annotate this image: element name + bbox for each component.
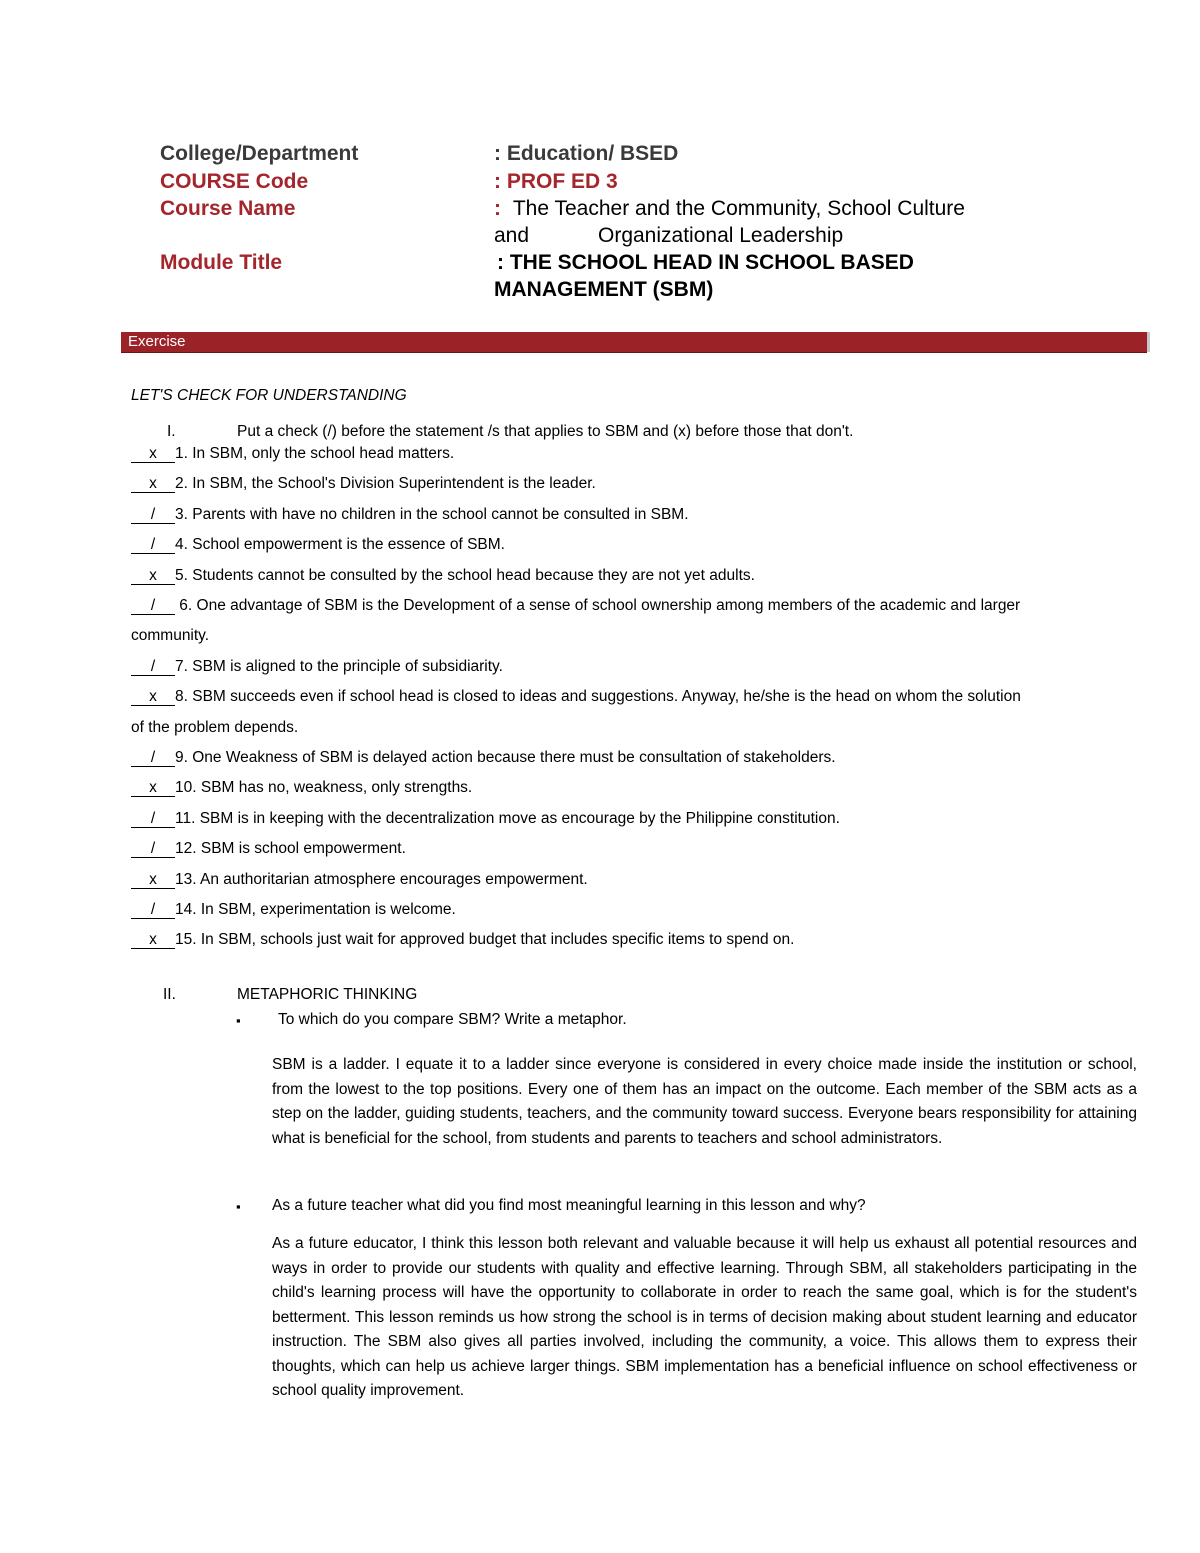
- item-statement: 5. Students cannot be consulted by the school head because they are not yet adults.: [175, 566, 755, 584]
- answer-1: SBM is a ladder. I equate it to a ladder since everyone is considered in every choice made inside the institution or school, from the lowest to the top positions. Every one of them has an impact on the outcome. Each member of the SBM acts as a step on the ladder, guiding students, teachers, and the community toward success. Everyone bears responsibility for attaining what is beneficial for the school, from students and parents to teachers and school administrators.: [272, 1056, 1137, 1147]
- header-value: : Education/ BSED: [494, 142, 679, 165]
- header-value: : PROF ED 3: [494, 170, 618, 193]
- checklist-item: [131, 749, 836, 767]
- checklist-item: [131, 688, 1021, 706]
- item-statement: 15. In SBM, schools just wait for approved budget that includes specific items to spend on.: [175, 931, 795, 949]
- checklist-item: [131, 871, 588, 889]
- item-statement: 14. In SBM, experimentation is welcome.: [175, 901, 456, 918]
- question-2: As a future teacher what did you find most meaningful learning in this lesson and why?: [272, 1197, 866, 1214]
- checklist-item: [131, 445, 454, 463]
- checklist-item: [131, 475, 596, 493]
- module-title-line2: MANAGEMENT (SBM): [494, 278, 714, 301]
- answer-blank: x: [131, 931, 175, 949]
- item-statement: 6. One advantage of SBM is the Development of a sense of school ownership among members of the academic and larger: [175, 597, 1021, 614]
- checklist-item: [131, 506, 689, 524]
- course-name-text: The Teacher and the Community, School Culture: [512, 197, 965, 220]
- item-statement: 10. SBM has no, weakness, only strengths.: [175, 779, 473, 797]
- exercise-section-bar: [121, 332, 1147, 353]
- item-statement: 11. SBM is in keeping with the decentralization move as encourage by the Philippine constitution.: [175, 809, 840, 827]
- header-label: Module Title: [160, 251, 283, 274]
- header-label: Course Name: [160, 197, 296, 220]
- item-statement: 7. SBM is aligned to the principle of subsidiarity.: [175, 657, 503, 675]
- answer-blank: x: [131, 475, 175, 493]
- header-label: College/Department: [160, 142, 359, 165]
- section-numeral: II.: [163, 986, 176, 1003]
- answer-blank: x: [131, 688, 175, 706]
- course-name-line2: Organizational Leadership: [598, 224, 844, 247]
- section-heading: METAPHORIC THINKING: [237, 986, 418, 1003]
- checklist-item: [131, 567, 755, 585]
- answer-blank: /: [131, 840, 175, 858]
- item-statement: 1. In SBM, only the school head matters.: [175, 445, 455, 462]
- section-numeral: I.: [167, 423, 176, 440]
- checklist-item: [131, 901, 456, 919]
- answer-2: As a future educator, I think this lesson both relevant and valuable because it will help us exhaust all potential resources and ways in order to provide our students with quality and effective learning. Through SBM, all stakeholders participating in the child's learning process will have the opportunity to collaborate in order to reach the same goal, which is for the student's betterment. This lesson reminds us how strong the school is in terms of decision making about student learning and educator instruction. The SBM also gives all parties involved, including the community, a voice. This allows them to express their thoughts, which can help us achieve larger things. SBM implementation has a beneficial influence on school effectiveness or school quality improvement.: [272, 1235, 1137, 1399]
- answer-blank: x: [131, 567, 175, 585]
- question-1: To which do you compare SBM? Write a metaphor.: [278, 1011, 627, 1028]
- item-statement: 4. School empowerment is the essence of SBM.: [175, 536, 505, 554]
- answer-blank: x: [131, 445, 175, 463]
- section-instruction: Put a check (/) before the statement /s that applies to SBM and (x) before those that don't.: [237, 423, 854, 440]
- module-title-text: : THE SCHOOL HEAD IN SCHOOL BASED: [497, 251, 914, 274]
- answer-blank: /: [131, 597, 175, 615]
- checklist-item: [131, 931, 794, 949]
- header-value-colon: :: [494, 197, 501, 220]
- item-statement: 8. SBM succeeds even if school head is closed to ideas and suggestions. Anyway, he/she is the head on whom the solution: [175, 688, 1021, 706]
- answer-blank: /: [131, 749, 175, 767]
- item-statement: 13. An authoritarian atmosphere encourages empowerment.: [175, 870, 588, 888]
- answer-blank: /: [131, 506, 175, 524]
- item-statement: 12. SBM is school empowerment.: [175, 840, 406, 858]
- checklist-item: [131, 597, 1020, 615]
- checklist-item: [131, 658, 503, 676]
- answer-blank: /: [131, 901, 175, 919]
- answer-blank: x: [131, 779, 175, 797]
- section-heading: LET'S CHECK FOR UNDERSTANDING: [131, 387, 407, 404]
- answer-blank: /: [131, 810, 175, 828]
- answer-blank: x: [131, 871, 175, 889]
- header-label: COURSE Code: [160, 170, 309, 193]
- answer-blank: /: [131, 536, 175, 554]
- item-statement: 9. One Weakness of SBM is delayed action because there must be consultation of stakeholders.: [175, 749, 836, 766]
- item-statement: 3. Parents with have no children in the school cannot be consulted in SBM.: [175, 505, 689, 523]
- checklist-item: [131, 536, 505, 554]
- item-statement-continued: of the problem depends.: [131, 718, 299, 736]
- checklist-item: [131, 840, 406, 858]
- checklist-item: [131, 810, 840, 828]
- bullet-icon: ▪: [236, 1013, 241, 1028]
- header-value: [494, 196, 965, 222]
- course-name-and: and: [494, 224, 530, 247]
- checklist-item: [131, 779, 472, 797]
- item-statement-continued: community.: [131, 627, 210, 645]
- answer-blank: /: [131, 658, 175, 676]
- item-statement: 2. In SBM, the School's Division Superintendent is the leader.: [175, 475, 596, 493]
- exercise-label: Exercise: [128, 333, 186, 350]
- bullet-icon: ▪: [236, 1199, 241, 1214]
